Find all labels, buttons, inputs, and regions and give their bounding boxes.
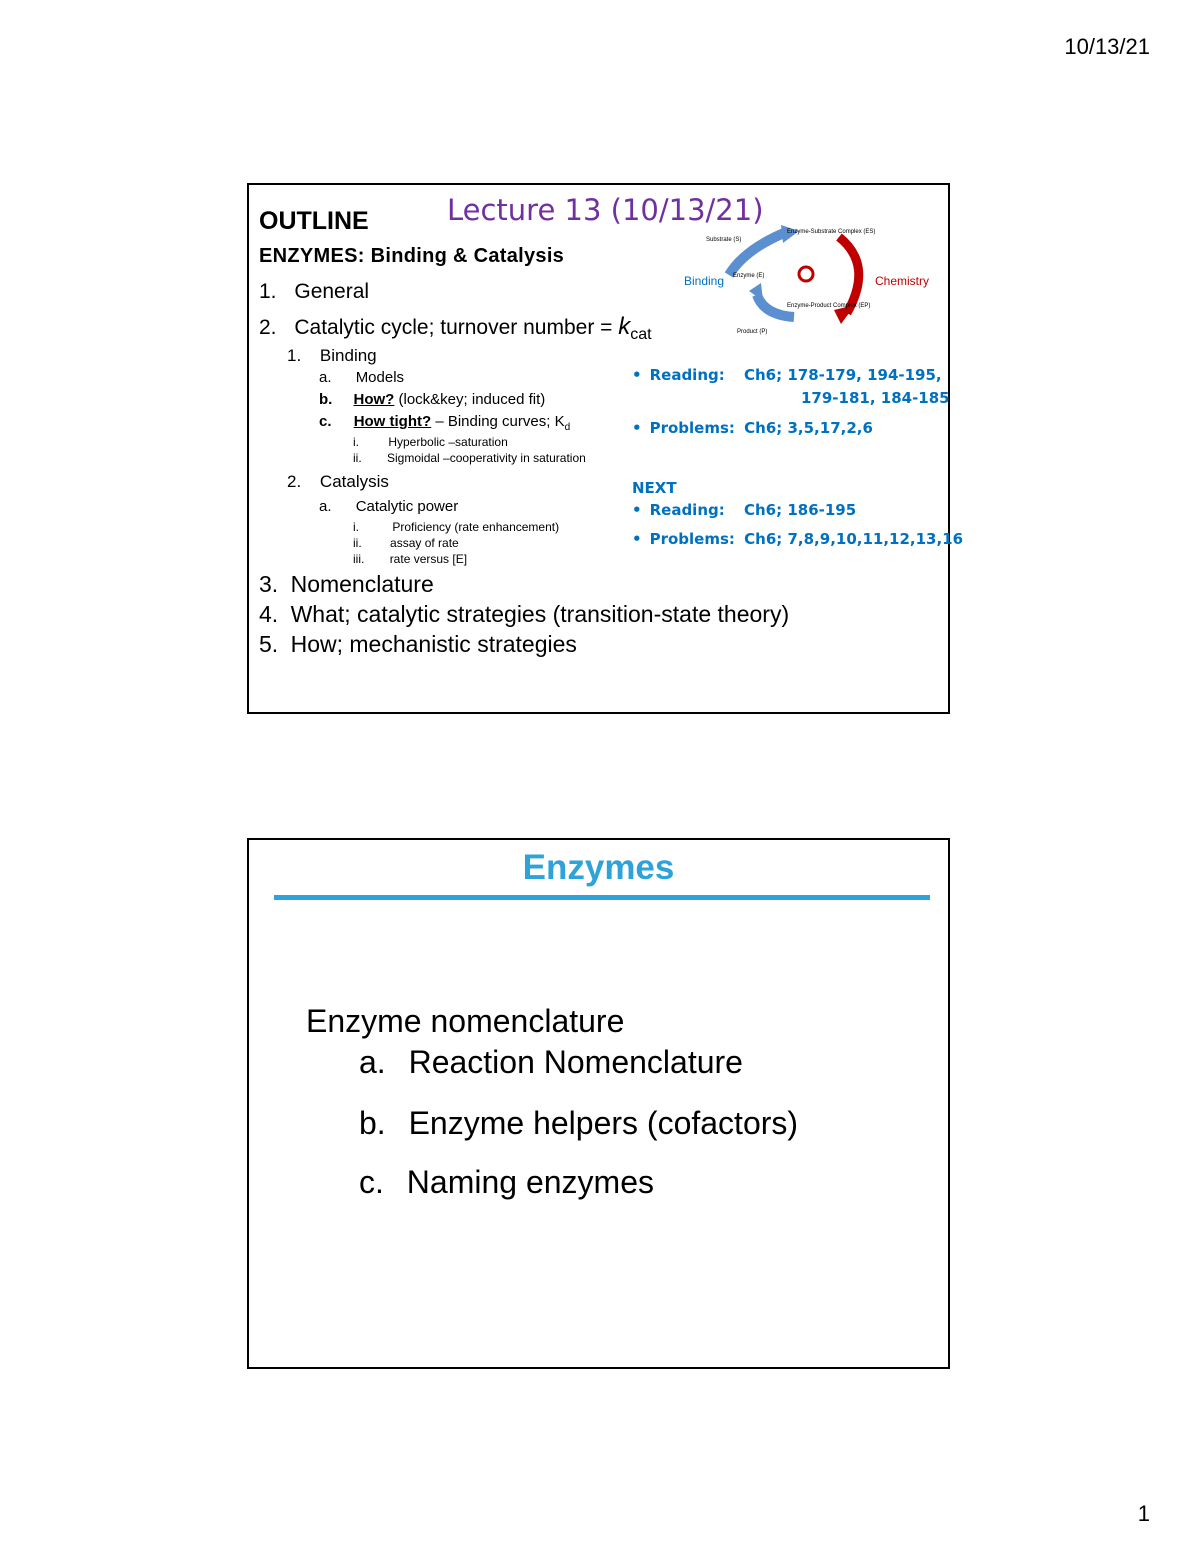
title-rule (274, 895, 930, 900)
outline-item-4 (259, 601, 789, 628)
item-number: a. (319, 498, 332, 515)
item-text: Nomenclature (290, 571, 434, 597)
reading-label: Reading: (649, 501, 725, 519)
item-number: 3. (259, 571, 279, 597)
lecture-title: Lecture 13 (10/13/21) (447, 193, 764, 227)
item-number: i. (353, 520, 359, 534)
item-text: – Binding curves; K (431, 413, 565, 430)
item-label: How tight? (353, 413, 432, 430)
outline-item-5 (259, 631, 577, 658)
item-text: Naming enzymes (406, 1164, 654, 1200)
diagram-enzyme: Enzyme (E) (733, 273, 765, 279)
binding-item (287, 346, 377, 366)
item-number: c. (319, 413, 332, 430)
outline-item-3 (259, 571, 434, 598)
item-number: iii. (353, 552, 365, 566)
item-number: 2. (287, 472, 302, 491)
diagram-es: Enzyme-Substrate Complex (ES) (787, 229, 876, 235)
item-number: b. (319, 391, 333, 408)
catalysis-a-i (353, 520, 559, 534)
diagram-substrate: Substrate (S) (706, 237, 742, 243)
chemistry-arrow (839, 237, 859, 313)
nomenclature-heading: Enzyme nomenclature (306, 1003, 625, 1039)
item-number: 1. (287, 346, 302, 365)
item-text: Hyperbolic –saturation (388, 435, 508, 449)
item-number: 4. (259, 601, 279, 627)
binding-c (319, 413, 570, 433)
nomenclature-item-b (359, 1105, 798, 1142)
reading-label: Reading: (649, 366, 725, 384)
item-text: Catalysis (319, 472, 389, 491)
item-text: Proficiency (rate enhancement) (392, 520, 560, 534)
item-number: 1. (259, 280, 277, 303)
item-text: Sigmoidal –cooperativity in saturation (387, 451, 586, 465)
item-letter: c. (359, 1164, 384, 1200)
next-label: NEXT (632, 479, 677, 497)
item-text: Catalytic cycle; turnover number = (294, 316, 619, 339)
binding-c-i (353, 435, 508, 449)
item-letter: a. (359, 1044, 386, 1080)
problems-label: Problems: (649, 530, 735, 548)
catalysis-a-iii (353, 552, 467, 566)
cycle-ring (799, 267, 813, 281)
item-number: a. (319, 369, 332, 386)
item-number: ii. (353, 451, 362, 465)
kcat-sub: cat (630, 326, 652, 344)
binding-a (319, 369, 404, 386)
outline-item-1 (259, 280, 369, 304)
item-text: assay of rate (390, 536, 459, 550)
catalysis-item (287, 472, 389, 492)
outline-item-2 (259, 313, 652, 344)
reading-value: Ch6; 186-195 (743, 501, 857, 519)
binding-b (319, 391, 545, 408)
problems-value: Ch6; 7,8,9,10,11,12,13,16 (744, 530, 964, 548)
item-text: Catalytic power (355, 498, 459, 515)
item-text: Reaction Nomenclature (408, 1044, 743, 1080)
item-number: 5. (259, 631, 279, 657)
next-reading-line: • Reading: Ch6; 186-195 (632, 501, 857, 519)
problems-value: Ch6; 3,5,17,2,6 (744, 419, 873, 437)
page-number: 1 (1137, 1501, 1150, 1526)
slide-heading: ENZYMES: Binding & Catalysis (259, 245, 565, 267)
kd-sub: d (564, 422, 571, 433)
diagram-product: Product (P) (737, 329, 768, 335)
item-number: ii. (353, 536, 362, 550)
item-text: What; catalytic strategies (transition-state theory) (290, 601, 790, 627)
diagram-ep: Enzyme-Product Complex (EP) (787, 303, 871, 309)
reading-line: • Reading: Ch6; 178-179, 194-195, (632, 366, 942, 384)
next-problems-line: • Problems: Ch6; 7,8,9,10,11,12,13,16 (632, 530, 964, 548)
kcat-k: k (618, 313, 631, 340)
outline-label: OUTLINE (259, 207, 369, 235)
page-date: 10/13/21 (1064, 34, 1150, 59)
catalysis-a-ii (353, 536, 459, 550)
binding-c-ii (353, 451, 586, 465)
item-number: i. (353, 435, 359, 449)
slide-title: Enzymes (522, 848, 675, 887)
diagram-chemistry-label: Chemistry (875, 274, 930, 288)
outline-slide (247, 183, 964, 714)
nomenclature-item-c (359, 1164, 654, 1201)
item-label: How? (353, 391, 395, 408)
problems-label: Problems: (649, 419, 735, 437)
catalysis-a (319, 498, 458, 515)
item-text: (lock&key; induced fit) (394, 391, 546, 408)
item-text: Binding (319, 346, 377, 365)
item-text: rate versus [E] (389, 552, 468, 566)
reading-line-2: 179-181, 184-185 (801, 389, 950, 407)
item-text: Models (355, 369, 405, 386)
reading-value: Ch6; 178-179, 194-195, (743, 366, 942, 384)
nomenclature-item-a (359, 1044, 743, 1081)
enzymes-slide (247, 838, 950, 1369)
item-text: How; mechanistic strategies (290, 631, 577, 657)
problems-line: • Problems: Ch6; 3,5,17,2,6 (632, 419, 873, 437)
item-text: General (294, 280, 370, 303)
diagram-binding-label: Binding (684, 274, 725, 288)
item-number: 2. (259, 316, 277, 339)
item-text: Enzyme helpers (cofactors) (408, 1105, 799, 1141)
item-letter: b. (359, 1105, 386, 1141)
catalytic-cycle-diagram (669, 225, 949, 350)
